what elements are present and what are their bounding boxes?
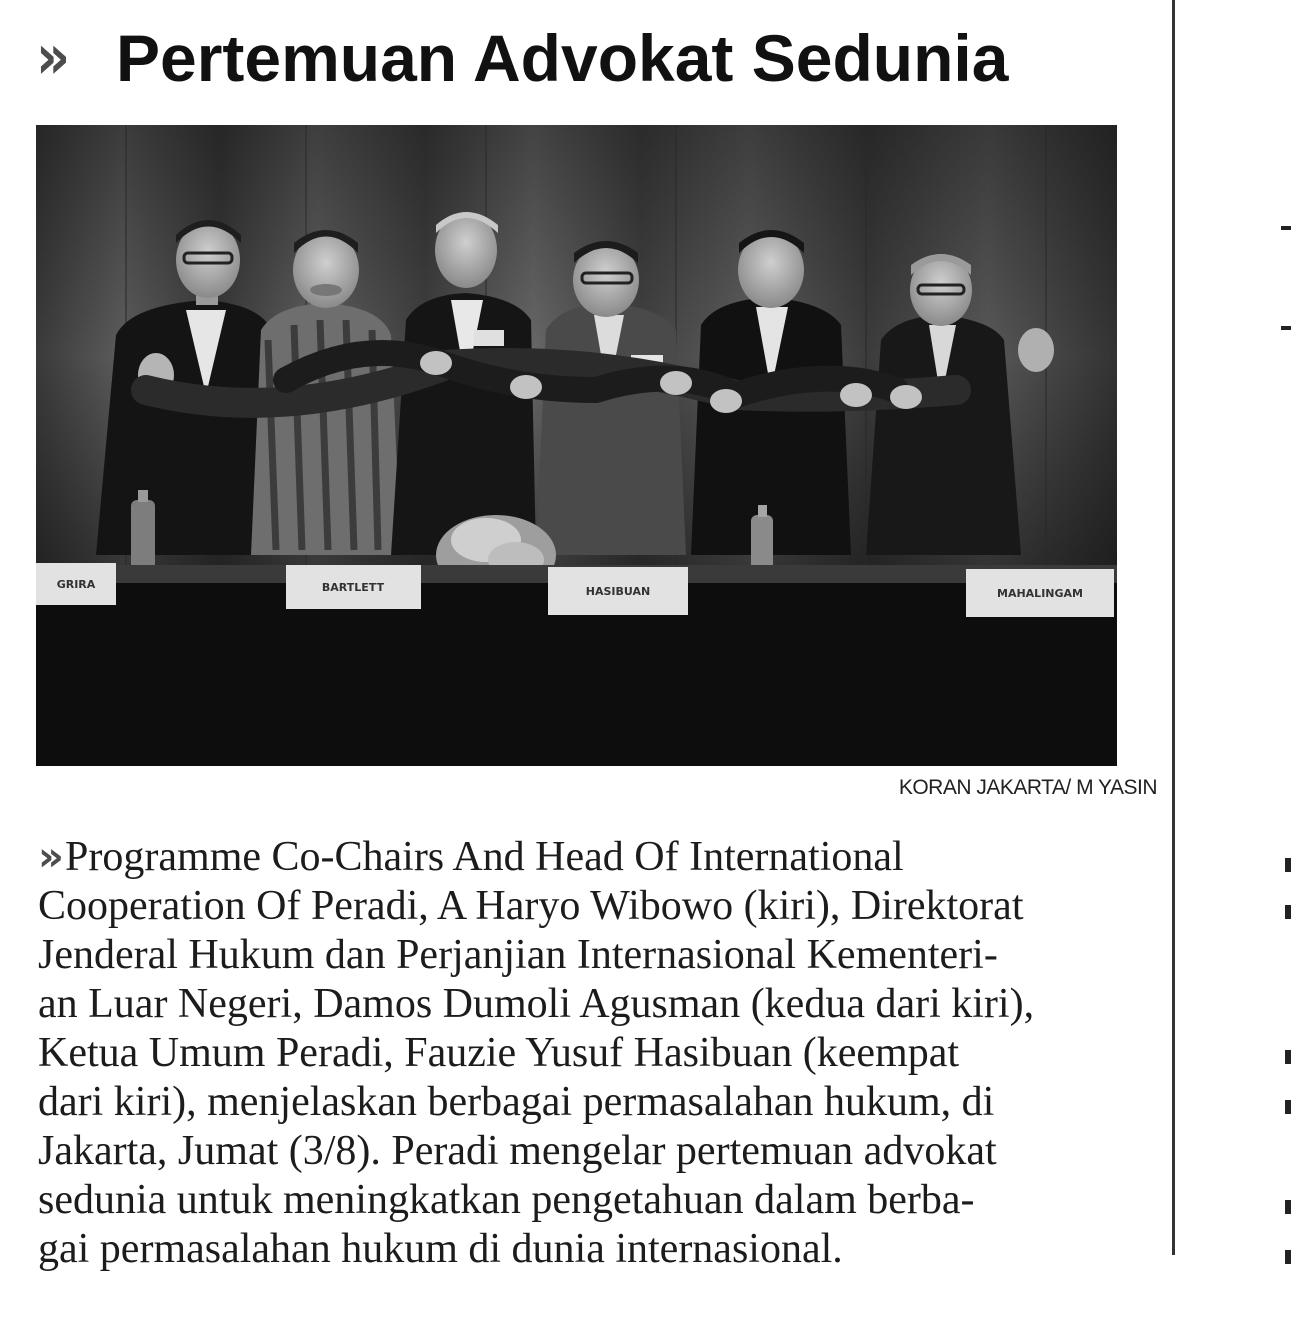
article-headline: Pertemuan Advokat Sedunia: [116, 21, 1009, 95]
adjacent-column-edge: [1285, 905, 1291, 919]
name-card-4: MAHALINGAM: [997, 587, 1083, 600]
news-photo: [36, 125, 1117, 766]
headline-chevron-icon: »: [36, 20, 61, 93]
caption-line-8: sedunia untuk meningkatkan pengetahuan dalam berba-: [38, 1177, 975, 1223]
caption-line-6: dari kiri), menjelaskan berbagai permasalahan hukum, di: [38, 1079, 995, 1125]
caption-line-4: an Luar Negeri, Damos Dumoli Agusman (kedua dari kiri),: [38, 981, 1035, 1027]
caption-chevron-icon: »: [38, 834, 56, 880]
caption-line-5: Ketua Umum Peradi, Fauzie Yusuf Hasibuan (keempat: [38, 1030, 960, 1076]
name-card-1: GRIRA: [56, 578, 96, 591]
adjacent-column-edge: [1285, 1100, 1291, 1114]
photo-caption: [38, 833, 1278, 1274]
adjacent-column-edge: [1285, 1250, 1291, 1264]
name-card-2: BARTLETT: [321, 581, 385, 594]
caption-line-3: Jenderal Hukum dan Perjanjian Internasional Kementeri-: [38, 932, 998, 978]
name-card-3: HASIBUAN: [585, 585, 651, 598]
caption-line-9: gai permasalahan hukum di dunia internasional.: [38, 1226, 843, 1272]
adjacent-column-edge: [1281, 326, 1291, 330]
adjacent-column-edge: [1281, 226, 1291, 230]
caption-line-2: Cooperation Of Peradi, A Haryo Wibowo (kiri), Direktorat: [38, 883, 1024, 929]
photo-credit: KORAN JAKARTA/ M YASIN: [898, 776, 1157, 799]
adjacent-column-edge: [1285, 858, 1291, 872]
adjacent-column-edge: [1285, 1050, 1291, 1064]
caption-line-1: » Programme Co-Chairs And Head Of International: [38, 834, 904, 880]
caption-line-7: Jakarta, Jumat (3/8). Peradi mengelar pertemuan advokat: [38, 1128, 997, 1174]
adjacent-column-edge: [1285, 1200, 1291, 1214]
